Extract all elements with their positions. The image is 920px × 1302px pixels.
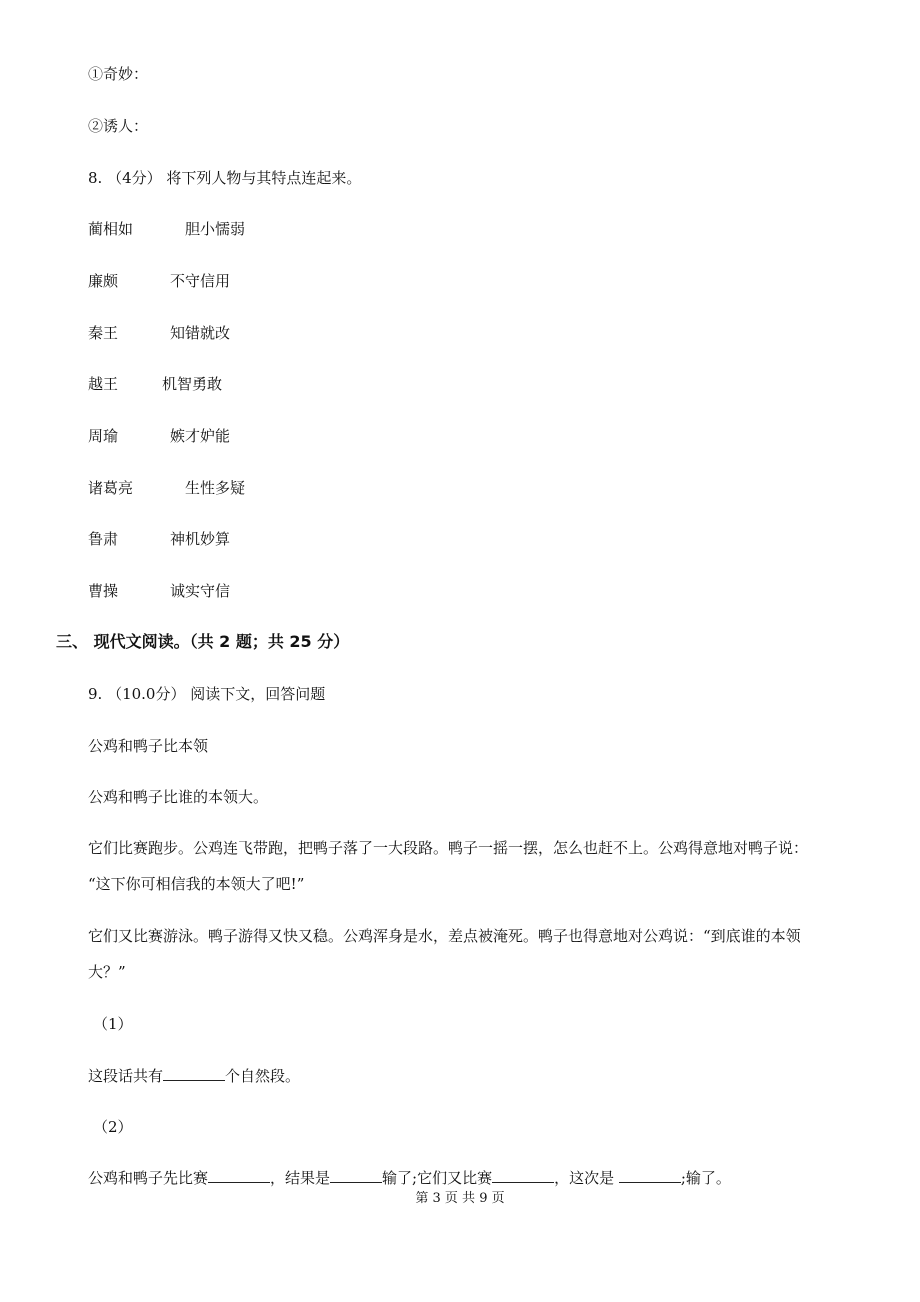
q8-trait-3: 知错就改 (170, 324, 231, 342)
q7-item-1: ①奇妙： (88, 65, 149, 83)
q8-name-3: 秦王 (88, 324, 119, 342)
answer-blank-3[interactable] (330, 1168, 382, 1183)
subquestion-2-text-b: ，结果是 (270, 1169, 331, 1187)
subquestion-2-text-c: 输了;它们又比赛 (382, 1169, 493, 1187)
q8-trait-5: 嫉才妒能 (170, 427, 231, 445)
page-footer: 第 3 页 共 9 页 (415, 1191, 505, 1206)
subquestion-1-text (88, 1066, 300, 1086)
answer-blank-4[interactable] (492, 1168, 554, 1183)
story-paragraph-1: 公鸡和鸭子比谁的本领大。 (88, 788, 269, 806)
q8-trait-1: 胆小懦弱 (185, 220, 246, 238)
subquestion-2-label: （2） (93, 1118, 133, 1136)
q8-name-1: 蔺相如 (88, 220, 134, 238)
q8-trait-2: 不守信用 (170, 272, 231, 290)
q8-name-4: 越王 (88, 375, 119, 393)
q8-trait-8: 诚实守信 (170, 582, 231, 600)
q8-name-5: 周瑜 (88, 427, 119, 445)
q8-trait-6: 生性多疑 (185, 479, 246, 497)
q8-trait-7: 神机妙算 (170, 530, 231, 548)
subquestion-1-label: （1） (93, 1015, 133, 1033)
q9-header: 9. （10.0分） 阅读下文，回答问题 (88, 685, 326, 703)
story-paragraph-3-line-1: 它们又比赛游泳。鸭子游得又快又稳。公鸡浑身是水，差点被淹死。鸭子也得意地对公鸡说：“到底谁的本领 (88, 927, 801, 945)
q8-name-2: 廉颇 (88, 272, 119, 290)
answer-blank-5[interactable] (619, 1168, 681, 1183)
answer-blank-1[interactable] (163, 1066, 225, 1081)
q8-header: 8. （4分） 将下列人物与其特点连起来。 (88, 169, 362, 187)
q8-trait-4: 机智勇敢 (162, 375, 223, 393)
story-paragraph-2-line-2: “这下你可相信我的本领大了吧!” (88, 875, 305, 893)
story-paragraph-2-line-1: 它们比赛跑步。公鸡连飞带跑，把鸭子落了一大段路。鸭子一摇一摆，怎么也赶不上。公鸡得意地对鸭子说： (88, 839, 809, 857)
q7-item-2: ②诱人： (88, 117, 149, 135)
q8-name-7: 鲁肃 (88, 530, 119, 548)
subquestion-2-text-d: ，这次是 (554, 1169, 619, 1187)
answer-blank-2[interactable] (208, 1168, 270, 1183)
story-paragraph-3-line-2: 大？” (88, 963, 126, 981)
subquestion-1-text-a: 这段话共有 (88, 1067, 164, 1085)
section-title: 三、 现代文阅读。（共 2 题；共 25 分） (56, 632, 350, 651)
subquestion-1-text-b: 个自然段。 (225, 1067, 301, 1085)
q8-name-6: 诸葛亮 (88, 479, 134, 497)
subquestion-2-text-a: 公鸡和鸭子先比赛 (88, 1169, 209, 1187)
subquestion-2-text-e: ;输了。 (680, 1169, 731, 1187)
subquestion-2-text (88, 1168, 731, 1188)
story-title: 公鸡和鸭子比本领 (88, 737, 209, 755)
q8-name-8: 曹操 (88, 582, 119, 600)
